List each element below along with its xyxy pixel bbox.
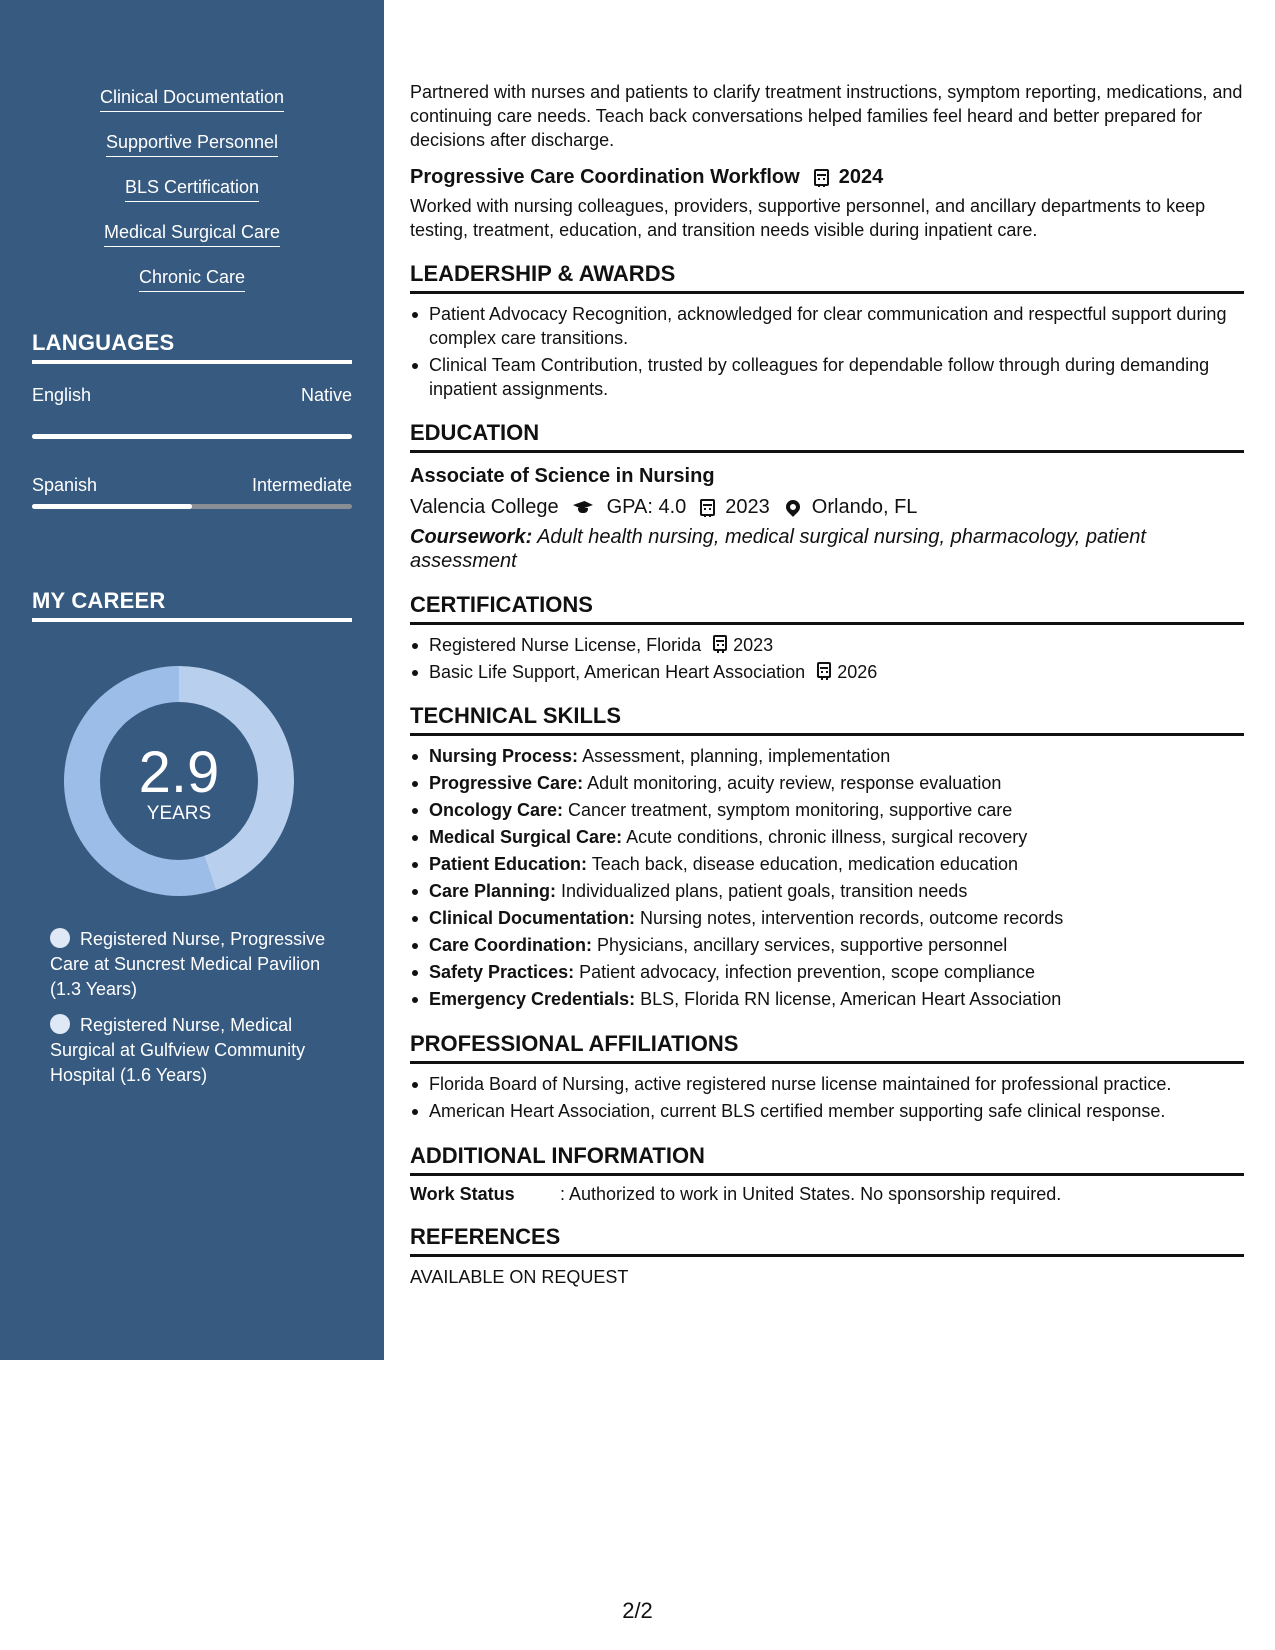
experience-paragraph: Partnered with nurses and patients to clarify treatment instructions, symptom reporting, medications, and continuing care needs. Teach back conversations helped families feel heard and better prepared for decisions after discharge.	[410, 82, 1243, 150]
career-total-unit: YEARS	[146, 803, 212, 824]
language-proficiency-bar	[32, 504, 352, 509]
certification-year: 2026	[837, 662, 878, 682]
leadership-heading: LEADERSHIP & AWARDS	[410, 260, 1244, 294]
language-proficiency-bar	[32, 434, 352, 439]
language-proficiency-fill	[32, 434, 352, 439]
skill-link-label[interactable]: Clinical Documentation	[100, 86, 284, 112]
skill-label: Patient Education:	[429, 854, 588, 874]
project-description: Worked with nursing colleagues, providers, supportive personnel, and ancillary departments to keep testing, treatment, education, and transition needs visible during inpatient care.	[410, 196, 1206, 240]
list-item: Clinical Team Contribution, trusted by colleagues for dependable follow through during demanding inpatient assignments.	[410, 353, 1244, 401]
certifications-heading: CERTIFICATIONS	[410, 591, 1244, 625]
language-level: Intermediate	[251, 475, 352, 495]
skill-label: Safety Practices:	[429, 962, 575, 982]
skill-value: BLS, Florida RN license, American Heart Association	[640, 989, 1062, 1009]
education-heading: EDUCATION	[410, 419, 1244, 453]
certification-year: 2023	[733, 635, 774, 655]
work-status-value: : Authorized to work in United States. No sponsorship required.	[560, 1184, 1062, 1204]
list-item	[410, 906, 1244, 931]
list-item: American Heart Association, current BLS certified member supporting safe clinical response.	[410, 1099, 1244, 1124]
list-item	[410, 933, 1244, 958]
education-school: Valencia College	[410, 496, 559, 518]
work-status-row	[410, 1184, 1244, 1205]
career-total-years: 2.9	[138, 740, 220, 805]
language-row	[32, 385, 352, 406]
list-item: Patient Advocacy Recognition, acknowledged for clear communication and respectful support during complex care transitions.	[410, 302, 1244, 350]
career-donut-chart	[64, 666, 294, 896]
legend-dot-icon	[50, 928, 70, 948]
skill-value: Teach back, disease education, medication education	[591, 854, 1018, 874]
certification-name: Basic Life Support, American Heart Association	[429, 662, 806, 682]
skill-value: Acute conditions, chronic illness, surgical recovery	[626, 827, 1028, 847]
list-item: Florida Board of Nursing, active registered nurse license maintained for professional practice.	[410, 1072, 1244, 1097]
skill-value: Physicians, ancillary services, supportive personnel	[597, 935, 1008, 955]
career-item-label: Registered Nurse, Medical Surgical at Gulfview Community Hospital (1.6 Years)	[50, 1015, 306, 1085]
skill-label: Medical Surgical Care:	[429, 827, 623, 847]
list-item	[410, 960, 1244, 985]
language-row	[32, 475, 352, 496]
list-item	[410, 771, 1244, 796]
additional-info-heading: ADDITIONAL INFORMATION	[410, 1142, 1244, 1176]
skill-link[interactable]	[0, 266, 384, 311]
list-item	[410, 798, 1244, 823]
skill-value: Adult monitoring, acuity review, response evaluation	[587, 773, 1002, 793]
certifications-list	[410, 633, 1244, 684]
skill-link[interactable]	[0, 86, 384, 131]
language-level: Native	[300, 385, 352, 405]
calendar-icon	[713, 635, 727, 651]
page-number: 2/2	[622, 1598, 653, 1623]
skill-link-label[interactable]: Supportive Personnel	[106, 131, 278, 157]
main-content	[410, 80, 1244, 1288]
affiliations-heading: PROFESSIONAL AFFILIATIONS	[410, 1030, 1244, 1064]
skill-label: Oncology Care:	[429, 800, 564, 820]
references-heading: REFERENCES	[410, 1223, 1244, 1257]
skill-value: Individualized plans, patient goals, transition needs	[561, 881, 968, 901]
education-year: 2023	[725, 496, 770, 518]
sidebar	[0, 0, 384, 1360]
language-name: Spanish	[32, 475, 98, 495]
education-location: Orlando, FL	[811, 496, 918, 518]
skill-link[interactable]	[0, 221, 384, 266]
skill-link[interactable]	[0, 131, 384, 176]
education-gpa: GPA: 4.0	[606, 496, 687, 518]
technical-skills-heading: TECHNICAL SKILLS	[410, 702, 1244, 736]
career-heading: MY CAREER	[32, 588, 352, 622]
skill-label: Progressive Care:	[429, 773, 584, 793]
career-item	[50, 927, 340, 1002]
certification-name: Registered Nurse License, Florida	[429, 635, 702, 655]
skill-link-label[interactable]: Medical Surgical Care	[104, 221, 280, 247]
location-pin-icon	[783, 497, 803, 517]
list-item	[410, 825, 1244, 850]
language-name: English	[32, 385, 92, 405]
coursework-label: Coursework:	[410, 526, 533, 548]
skill-link-label[interactable]: Chronic Care	[139, 266, 245, 292]
list-item	[410, 852, 1244, 877]
list-item	[410, 633, 1244, 657]
project-year: 2024	[838, 166, 884, 188]
technical-skills-list	[410, 744, 1244, 1012]
language-proficiency-fill	[32, 504, 192, 509]
references-text: AVAILABLE ON REQUEST	[410, 1267, 629, 1287]
work-status-label: Work Status	[410, 1184, 515, 1204]
skill-label: Care Planning:	[429, 881, 557, 901]
affiliations-list	[410, 1072, 1244, 1124]
project-title: Progressive Care Coordination Workflow	[410, 166, 800, 188]
project-title-row	[410, 164, 1244, 190]
skill-value: Assessment, planning, implementation	[582, 746, 891, 766]
career-item-label: Registered Nurse, Progressive Care at Suncrest Medical Pavilion (1.3 Years)	[50, 929, 326, 999]
graduation-cap-icon	[571, 499, 595, 515]
education-coursework	[410, 525, 1244, 573]
list-item	[410, 879, 1244, 904]
skill-value: Patient advocacy, infection prevention, scope compliance	[579, 962, 1036, 982]
skill-value: Cancer treatment, symptom monitoring, supportive care	[568, 800, 1013, 820]
leadership-list	[410, 302, 1244, 401]
coursework-text: Adult health nursing, medical surgical nursing, pharmacology, patient assessment	[410, 526, 1146, 572]
calendar-icon	[700, 499, 715, 516]
skill-link-label[interactable]: BLS Certification	[125, 176, 259, 202]
skill-link[interactable]	[0, 176, 384, 221]
languages-heading: LANGUAGES	[32, 330, 352, 364]
list-item	[410, 744, 1244, 769]
calendar-icon	[814, 169, 829, 186]
list-item	[410, 987, 1244, 1012]
skill-links	[0, 86, 384, 311]
skill-label: Clinical Documentation:	[429, 908, 636, 928]
skill-label: Emergency Credentials:	[429, 989, 636, 1009]
skill-value: Nursing notes, intervention records, outcome records	[640, 908, 1064, 928]
legend-dot-icon	[50, 1014, 70, 1034]
education-meta	[410, 493, 1244, 521]
career-item	[50, 1013, 340, 1088]
skill-label: Nursing Process:	[429, 746, 579, 766]
career-list	[50, 927, 340, 1099]
calendar-icon	[817, 662, 831, 678]
list-item	[410, 660, 1244, 684]
skill-label: Care Coordination:	[429, 935, 593, 955]
education-degree: Associate of Science in Nursing	[410, 465, 715, 487]
